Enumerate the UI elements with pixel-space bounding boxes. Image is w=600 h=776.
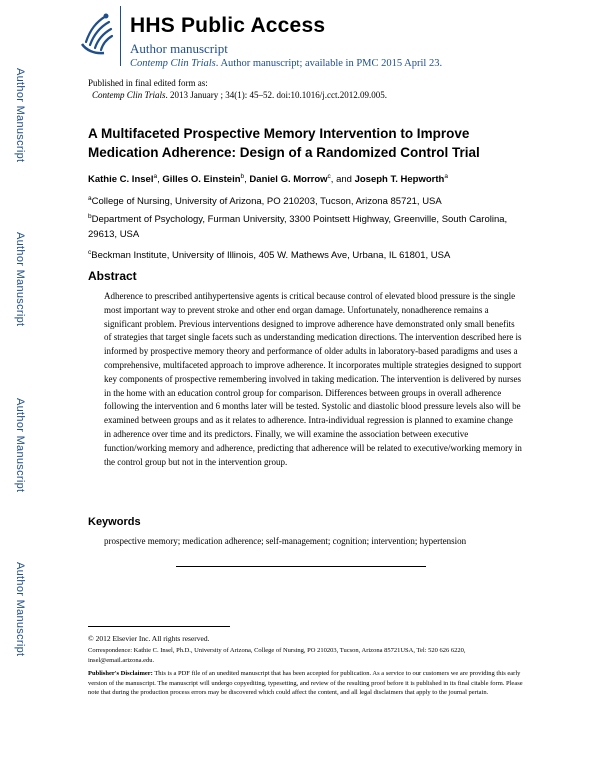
hhs-logo-icon (76, 10, 116, 58)
author-affiliation-mark: c (327, 173, 331, 180)
affiliation-mark: a (88, 195, 92, 202)
author-separator: , (244, 174, 250, 186)
affiliation-c (88, 245, 528, 263)
journal-name: Contemp Clin Trials (130, 58, 216, 69)
availability-text: . Author manuscript; available in PMC 2015 April 23. (215, 58, 443, 69)
abstract-body: Adherence to prescribed antihypertensive agents is critical because control of elevated blood pressure is the single most important way to prevent stroke and other end organ damage. Unfortunately, nonadherence remains a significant problem. Previous interventions designed to improve adherence have demonstrated only small benefits of strategies that target single facets such as understanding medication directions. The intervention described here is informed by prospective memory theory and performance of older adults in laboratory-based paradigms and uses a comprehensive, multifaceted approach to improve adherence. It incorporates multiple strategies designed to support key components of prospective remembering involved in taking medication. The intervention is delivered by nurses in the home with an education control group for comparison. Differences between groups in overall adherence following the intervention and 6 months later will be tested. Systolic and diastolic blood pressure levels also will be examined between groups and as it relates to adherence. Intra-individual regression is planned to examine change in adherence over time and its predictors. Finally, we will examine the association between executive function/working memory and adherence, predicting that adherence will be related to executive/working memory in the control group but not in the intervention group. (104, 291, 522, 467)
published-in-label: Published in final edited form as: (88, 78, 208, 88)
disclaimer-label: Publisher's Disclaimer: (88, 670, 153, 677)
correspondence-note: Correspondence: Kathie C. Insel, Ph.D., University of Arizona, College of Nursing, PO 210203, Tucson, Arizona 85721USA, Tel: 520 626 6220, insel@email.arizona.edu. (88, 647, 466, 664)
affiliation-a (88, 191, 528, 209)
author-name: Gilles O. Einstein (162, 174, 241, 186)
author-separator: , and (330, 174, 355, 186)
side-label-author-manuscript: Author Manuscript (14, 68, 26, 163)
author-affiliation-mark: b (240, 173, 245, 180)
affiliation-text: College of Nursing, University of Arizona, PO 210203, Tucson, Arizona 85721, USA (91, 196, 442, 208)
author-separator: , (157, 174, 163, 186)
affiliation-mark: c (88, 249, 92, 256)
abstract-heading: Abstract (88, 269, 137, 283)
affiliation-mark: b (88, 213, 92, 220)
side-label-author-manuscript: Author Manuscript (14, 562, 26, 657)
author-name: Daniel G. Morrow (249, 174, 328, 186)
author-list (88, 173, 448, 185)
citation-line (92, 90, 387, 100)
keywords-list: prospective memory; medication adherence; self-management; cognition; intervention; hypertension (104, 536, 467, 546)
availability-line (130, 58, 442, 69)
affiliation-text: Beckman Institute, University of Illinois, 405 W. Mathews Ave, Urbana, IL 61801, USA (91, 250, 451, 262)
footnote-divider (88, 626, 230, 627)
citation-details: . 2013 January ; 34(1): 45–52. doi:10.1016/j.cct.2012.09.005. (165, 90, 388, 100)
side-label-author-manuscript: Author Manuscript (14, 398, 26, 493)
author-affiliation-mark: a (153, 173, 158, 180)
author-name: Joseph T. Hepworth (354, 174, 445, 186)
header-divider (120, 6, 121, 66)
section-divider (176, 566, 426, 567)
author-name: Kathie C. Insel (88, 174, 154, 186)
publisher-disclaimer (88, 669, 528, 698)
copyright-notice: © 2012 Elsevier Inc. All rights reserved. (88, 634, 210, 643)
paper-title: A Multifaceted Prospective Memory Intervention to Improve Medication Adherence: Design of a Randomized Control Trial (88, 126, 480, 160)
author-manuscript-label: Author manuscript (130, 41, 228, 56)
affiliation-text: Department of Psychology, Furman University, 3300 Pointsett Highway, Greenville, South Carolina, 29613, USA (88, 214, 508, 241)
keywords-heading: Keywords (88, 516, 141, 528)
side-label-author-manuscript: Author Manuscript (14, 232, 26, 327)
citation-journal: Contemp Clin Trials (92, 90, 166, 100)
hhs-public-access-title: HHS Public Access (130, 14, 326, 37)
disclaimer-text: This is a PDF file of an unedited manuscript that has been accepted for publication. As a service to our customers we are providing this early version of the manuscript. The manuscript will undergo copyediting, typesetting, and review of the resulting proof before it is published in its final citable form. Please note that during the production process errors may be discovered which could affect the content, and all legal disclaimers that apply to the journal pertain. (88, 670, 523, 696)
affiliation-b (88, 209, 528, 242)
author-affiliation-mark: a (444, 173, 448, 180)
